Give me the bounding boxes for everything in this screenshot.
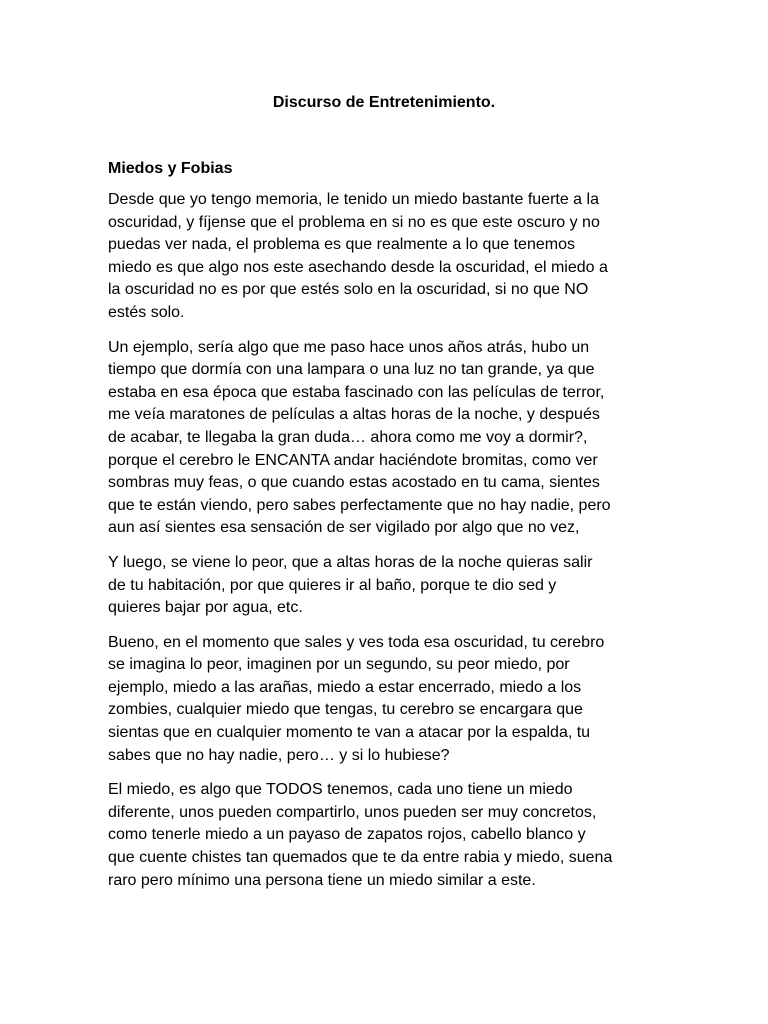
text-line: puedas ver nada, el problema es que realmente a lo que tenemos <box>108 236 575 254</box>
paragraph <box>108 632 668 768</box>
text-line: que cuente chistes tan quemados que te da entre rabia y miedo, suena <box>108 849 613 867</box>
text-line: que te están viendo, pero sabes perfectamente que no hay nadie, pero <box>108 496 611 514</box>
text-line: Desde que yo tengo memoria, le tenido un miedo bastante fuerte a la <box>108 191 599 208</box>
text-line: raro pero mínimo una persona tiene un miedo similar a este. <box>108 871 536 889</box>
text-line: ejemplo, miedo a las arañas, miedo a estar encerrado, miedo a los <box>108 678 582 696</box>
document-title: Discurso de Entretenimiento. <box>272 94 496 111</box>
document-body <box>108 189 668 904</box>
text-line: sabes que no hay nadie, pero… y si lo hubiese? <box>108 746 450 764</box>
text-line: me veía maratones de películas a altas horas de la noche, y después <box>108 406 600 424</box>
text-line: de acabar, te llegaba la gran duda… ahora como me voy a dormir?, <box>108 428 588 446</box>
text-line: estaba en esa época que estaba fascinado con las películas de terror, <box>108 383 605 401</box>
text-line: se imagina lo peor, imaginen por un segundo, su peor miedo, por <box>108 656 570 674</box>
text-line: zombies, cualquier miedo que tengas, tu cerebro se encargara que <box>108 701 583 719</box>
text-line: estés solo. <box>108 303 185 321</box>
text-line: quieres bajar por agua, etc. <box>108 599 303 617</box>
section-heading: Miedos y Fobias <box>108 160 233 177</box>
text-line: tiempo que dormía con una lampara o una luz no tan grande, ya que <box>108 361 595 379</box>
text-line: aun así sientes esa sensación de ser vigilado por algo que no vez, <box>108 519 580 537</box>
text-line: sombras muy feas, o que cuando estas acostado en tu cama, sientes <box>108 474 600 492</box>
text-line: diferente, unos pueden compartirlo, unos pueden ser muy concretos, <box>108 803 597 821</box>
text-line: El miedo, es algo que TODOS tenemos, cada uno tiene un miedo <box>108 781 573 799</box>
paragraph <box>108 779 668 892</box>
text-line: Y luego, se viene lo peor, que a altas horas de la noche quieras salir <box>108 553 593 571</box>
text-line: miedo es que algo nos este asechando desde la oscuridad, el miedo a <box>108 258 608 276</box>
text-line: oscuridad, y fíjense que el problema en si no es que este oscuro y no <box>108 213 600 231</box>
text-line: Un ejemplo, sería algo que me paso hace unos años atrás, hubo un <box>108 338 590 356</box>
text-line: Bueno, en el momento que sales y ves toda esa oscuridad, tu cerebro <box>108 633 605 651</box>
paragraph <box>108 337 668 540</box>
text-line: la oscuridad no es por que estés solo en la oscuridad, si no que NO <box>108 281 589 299</box>
text-line: como tenerle miedo a un payaso de zapatos rojos, cabello blanco y <box>108 826 586 844</box>
text-line: porque el cerebro le ENCANTA andar haciéndote bromitas, como ver <box>108 451 598 469</box>
text-line: sientas que en cualquier momento te van a atacar por la espalda, tu <box>108 724 591 742</box>
paragraph <box>108 189 668 325</box>
paragraph <box>108 552 668 620</box>
text-line: de tu habitación, por que quieres ir al baño, porque te dio sed y <box>108 576 557 594</box>
